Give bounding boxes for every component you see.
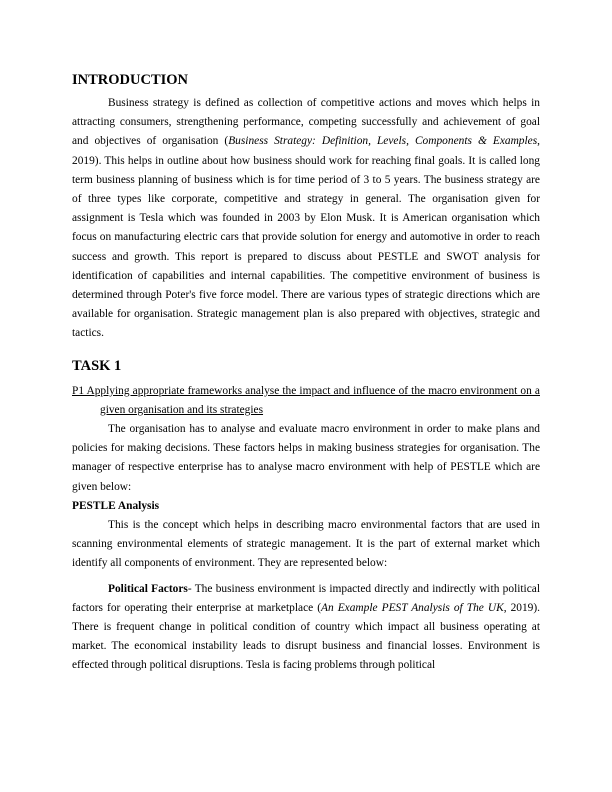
introduction-citation: Business Strategy: Definition, Levels, Components & Examples xyxy=(228,135,538,148)
political-text-a: - The business environment is impacted directly and indirectly with political factors for operating their enterprise at marketplace ( xyxy=(72,582,541,614)
introduction-heading: INTRODUCTION xyxy=(72,72,189,88)
pestle-analysis-label: PESTLE Analysis xyxy=(72,499,160,512)
macro-environment-paragraph: The organisation has to analyse and evaluate macro environment in order to make plans and policies for making decisions. These factors helps in making business strategies for organisation. The manager of respective enterprise has to analyse macro environment with help of PESTLE which are given below: xyxy=(72,423,540,493)
introduction-text-b: , 2019). This helps in outline about how business should work for reaching final goals. It is called long term business planning of business which is for time period of 3 to 5 years. The business strategy are of three types like corporate, competitive and strategy in general. The organisation given for assignment is Tesla which was founded in 2003 by Elon Musk. It is American organisation which focus on manufacturing electric cars that provide solution for energy and automotive in order to reach success and growth. This report is prepared to discuss about PESTLE and SWOT analysis for identification of capabilities and internal capabilities. The competitive environment of business is determined through Poter's five force model. There are various types of strategic directions which are available for organisation. Strategic management plan is also prepared with objectives, strategic and tactics. xyxy=(72,135,540,340)
page-content xyxy=(72,70,540,676)
political-citation: An Example PEST Analysis of The UK xyxy=(321,601,504,614)
political-factors-label: Political Factors xyxy=(108,582,188,595)
task1-heading: TASK 1 xyxy=(72,357,122,374)
introduction-paragraph xyxy=(72,94,540,344)
introduction-text-a: Business strategy is defined as collection of competitive actions and moves which helps in attracting consumers, strengthening performance, competing successfully and achievement of goal and objectives of organisation ( xyxy=(72,97,540,148)
political-text-b: , 2019). There is frequent change in political condition of country which impact all business operating at market. The economical instability leads to disrupt business and financial losses. Environment is effected through political disruptions. Tesla is facing problems through political xyxy=(72,601,540,672)
political-factors-paragraph xyxy=(72,580,540,676)
p1-subheading: P1 Applying appropriate frameworks analyse the impact and influence of the macro environment on a given organisation and its strategies xyxy=(72,384,540,416)
pestle-paragraph: This is the concept which helps in describing macro environmental factors that are used in scanning environmental elements of strategic management. It is the part of external market which identify all components of environment. They are represented below: xyxy=(72,519,540,570)
